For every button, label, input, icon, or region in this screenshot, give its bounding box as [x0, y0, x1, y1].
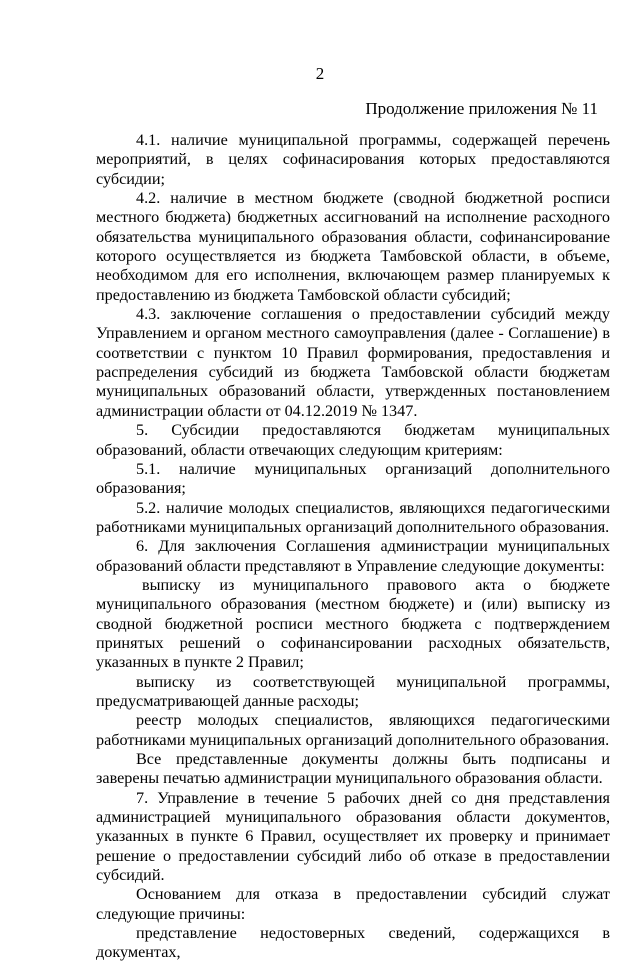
paragraph-refusal-grounds: Основанием для отказа в предоставлении субсидий служат следующие причины:	[96, 885, 610, 923]
document-body	[96, 131, 610, 963]
paragraph-4-2: 4.2. наличие в местном бюджете (сводной бюджетной росписи местного бюджета) бюджетных ассигнований на исполнение расходного обязательства муниципального образования области, софинансирование которого осуществляется из бюджета Тамбовской области, в объеме, необходимом для его исполнения, включающем размер планируемых к предоставлению из бюджета Тамбовской области субсидий;	[96, 189, 610, 304]
page-number: 2	[315, 64, 325, 83]
paragraph-5-2: 5.2. наличие молодых специалистов, являющихся педагогическими работниками муниципальных организаций дополнительного образования.	[96, 498, 610, 536]
paragraph-6-doc-program-extract: выписку из соответствующей муниципальной программы, предусматривающей данные расходы;	[96, 672, 610, 710]
paragraph-documents-signed: Все представленные документы должны быть подписаны и заверены печатью администрации муниципального образования области.	[96, 750, 610, 788]
paragraph-6: 6. Для заключения Соглашения администрации муниципальных образований области представляют в Управление следующие документы:	[96, 537, 610, 575]
paragraph-6-doc-registry: реестр молодых специалистов, являющихся педагогическими работниками муниципальных организаций дополнительного образования.	[96, 711, 610, 749]
paragraph-5: 5. Субсидии предоставляются бюджетам муниципальных образований, области отвечающих следующим критериям:	[96, 421, 610, 459]
paragraph-5-1: 5.1. наличие муниципальных организаций дополнительного образования;	[96, 459, 610, 498]
paragraph-6-doc-budget-extract: выписку из муниципального правового акта о бюджете муниципального образования (местном бюджете) и (или) выписку из сводной бюджетной росписи местного бюджета с подтверждением принятых решений о софинансировании расходных обязательств, указанных в пункте 2 Правил;	[96, 575, 610, 672]
paragraph-4-3: 4.3. заключение соглашения о предоставлении субсидий между Управлением и органом местного самоуправления (далее - Соглашение) в соответствии с пунктом 10 Правил формирования, предоставления и распределения субсидий из бюджета Тамбовской области бюджетам муниципальных образований области, утвержденных постановлением администрации области от 04.12.2019 № 1347.	[96, 305, 610, 420]
appendix-continuation-heading: Продолжение приложения № 11	[365, 99, 598, 118]
paragraph-refusal-reason-1: представление недостоверных сведений, содержащихся в документах,	[96, 924, 610, 962]
paragraph-7: 7. Управление в течение 5 рабочих дней со дня представления администрацией муниципального образования области документов, указанных в пункте 6 Правил, осуществляет их проверку и принимает решение о предоставлении субсидий либо об отказе в предоставлении субсидий.	[96, 788, 610, 885]
paragraph-4-1: 4.1. наличие муниципальной программы, содержащей перечень мероприятий, в целях софинасирования которых предоставляются субсидии;	[96, 131, 610, 188]
